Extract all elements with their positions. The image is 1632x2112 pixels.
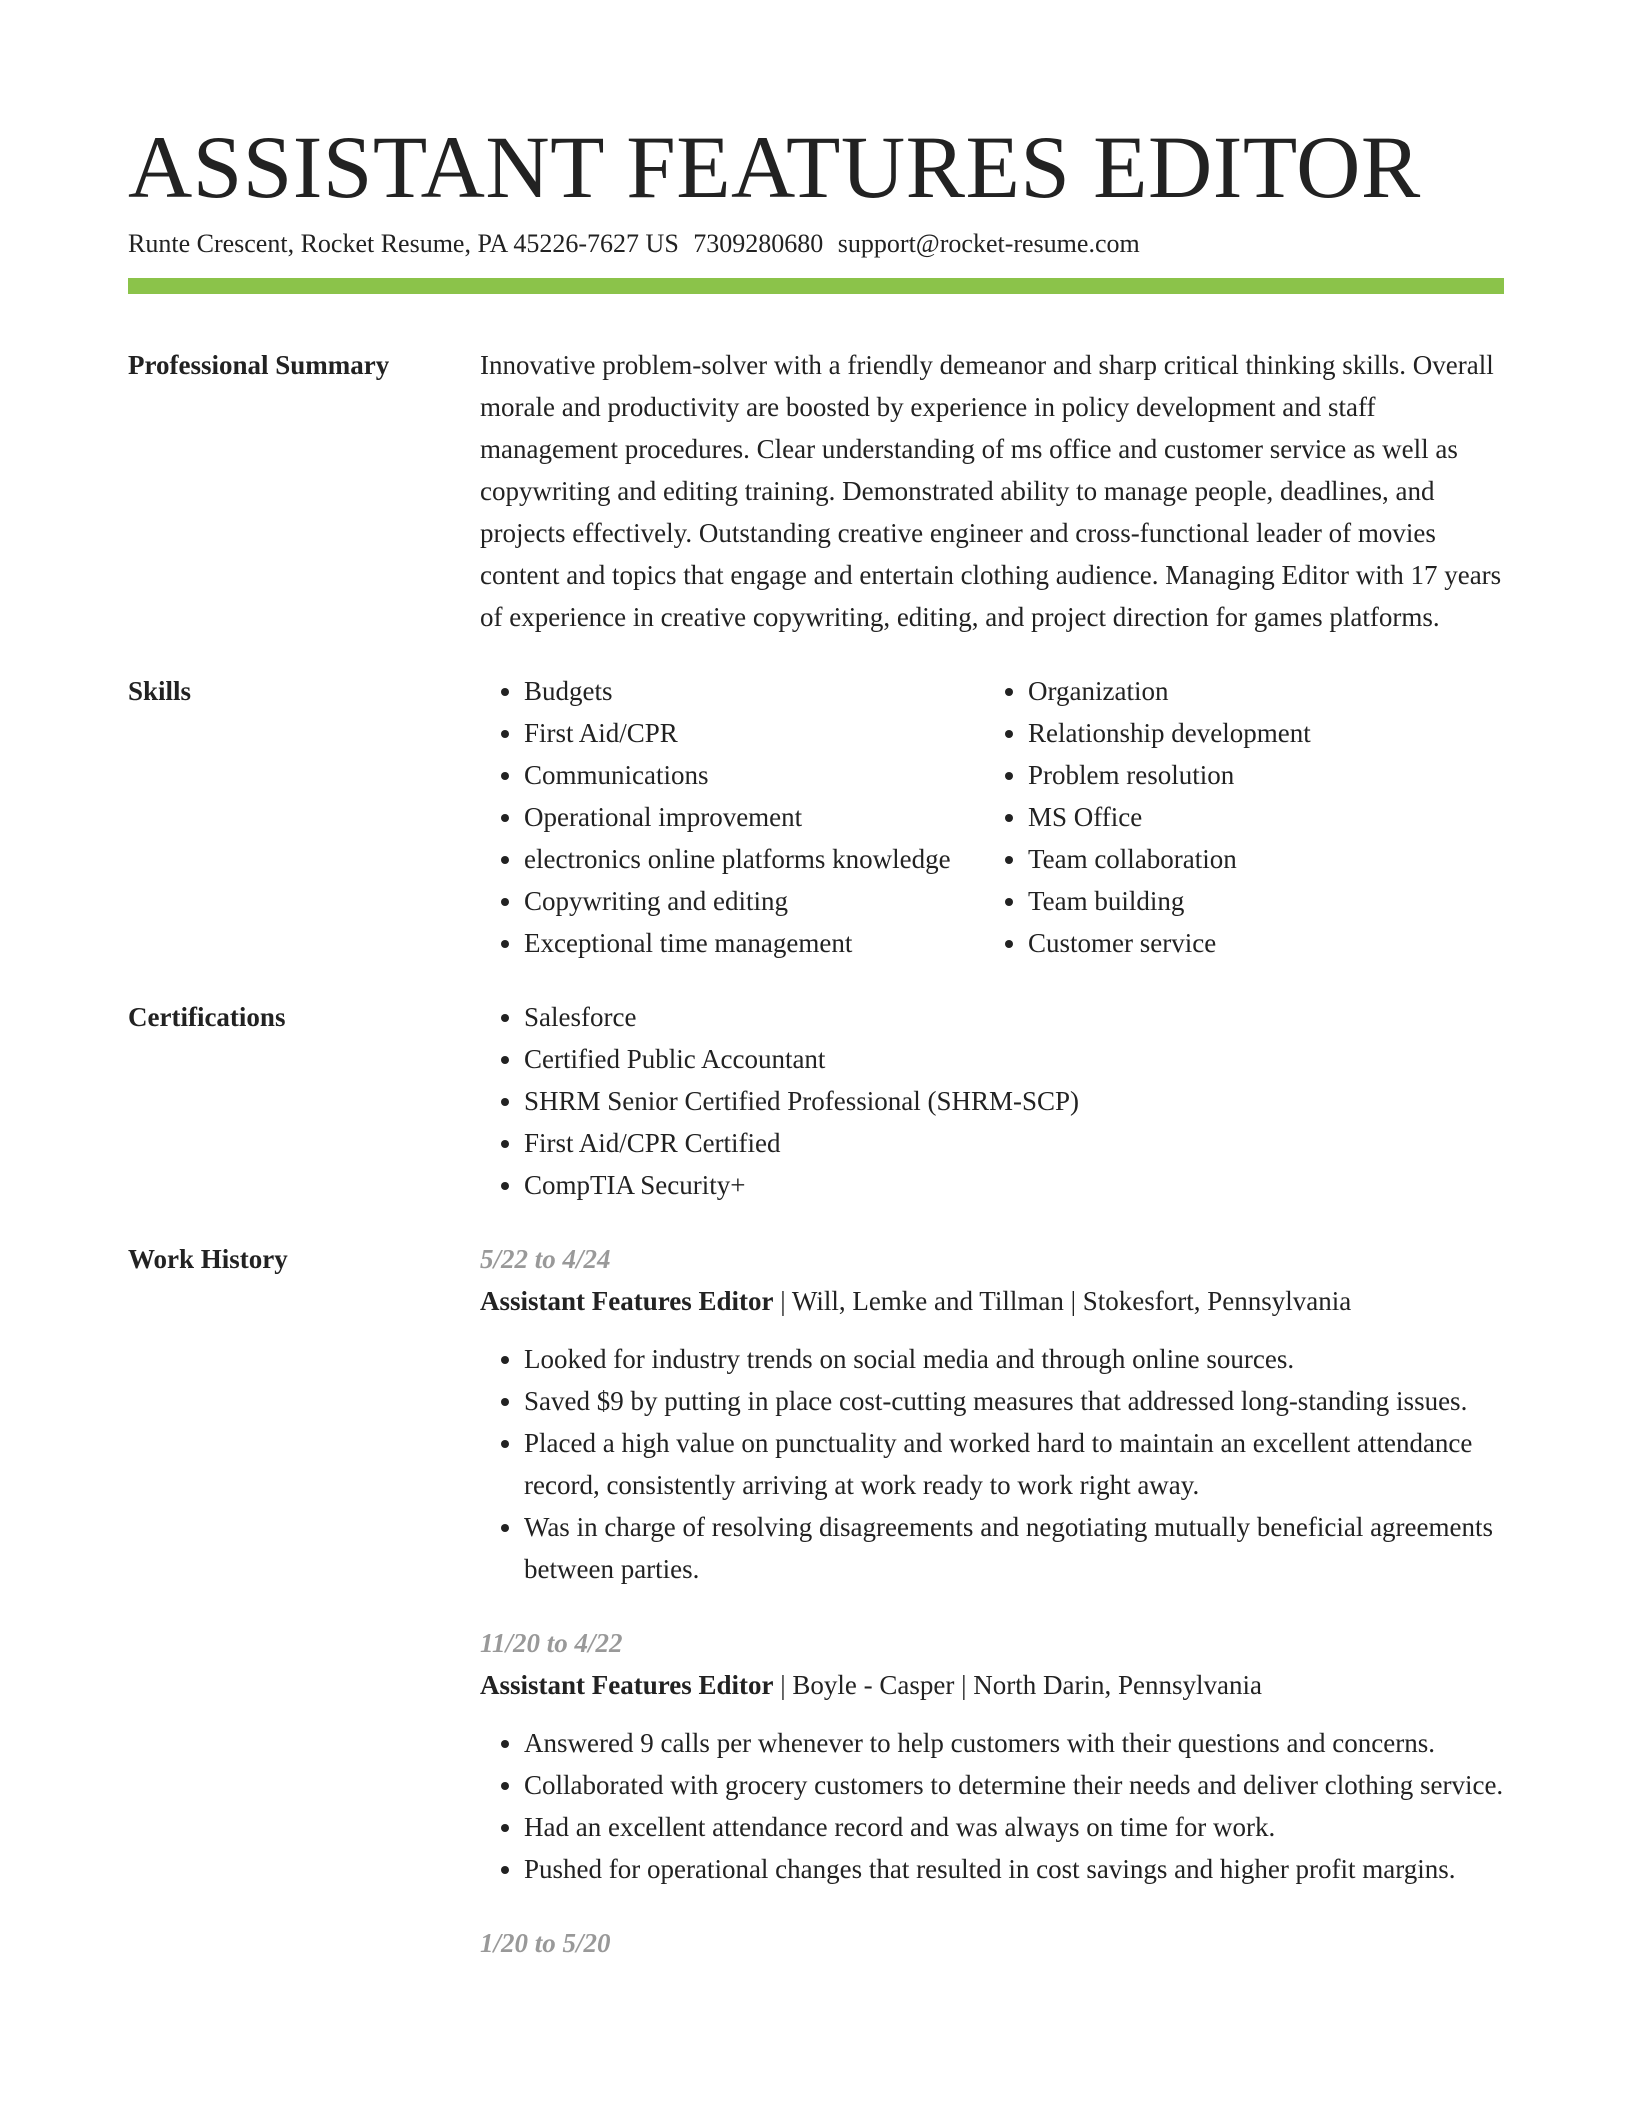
- certification-item: • Certified Public Accountant: [524, 1038, 1504, 1080]
- job-entry: [480, 1238, 1504, 1590]
- accent-divider: [128, 278, 1504, 294]
- job-header: [480, 1280, 1504, 1322]
- job-dates: 5/22 to 4/24: [480, 1244, 611, 1274]
- job-details: | Boyle - Casper | North Darin, Pennsylvania: [773, 1670, 1262, 1700]
- skill-item: • Operational improvement: [524, 796, 984, 838]
- job-duties-list: [480, 1338, 1504, 1590]
- job-duty: • Looked for industry trends on social media and through online sources.: [524, 1338, 1504, 1380]
- skill-item: • electronics online platforms knowledge: [524, 838, 984, 880]
- skill-item: • Copywriting and editing: [524, 880, 984, 922]
- contact-address: Runte Crescent, Rocket Resume, PA 45226-7627 US: [128, 229, 679, 258]
- job-duty: • Had an excellent attendance record and was always on time for work.: [524, 1806, 1504, 1848]
- job-duty: • Placed a high value on punctuality and worked hard to maintain an excellent attendance record, consistently arriving at work ready to work right away.: [524, 1422, 1504, 1506]
- job-duty: • Answered 9 calls per whenever to help customers with their questions and concerns.: [524, 1722, 1504, 1764]
- certifications-body: [480, 996, 1504, 1206]
- skill-item: • Team building: [1028, 880, 1311, 922]
- contact-phone: 7309280680: [693, 229, 824, 258]
- certifications-section: [128, 996, 1504, 1206]
- skill-item: • Team collaboration: [1028, 838, 1311, 880]
- skills-heading: Skills: [128, 676, 192, 706]
- work-history-heading: Work History: [128, 1244, 288, 1274]
- certification-item: • First Aid/CPR Certified: [524, 1122, 1504, 1164]
- job-title: Assistant Features Editor: [480, 1286, 774, 1316]
- skill-item: • Customer service: [1028, 922, 1311, 964]
- work-history-body: [480, 1238, 1504, 1964]
- skills-section: [128, 670, 1504, 964]
- resume-page: [128, 0, 1504, 1964]
- certifications-list: [480, 996, 1504, 1206]
- certification-item: • SHRM Senior Certified Professional (SHRM-SCP): [524, 1080, 1504, 1122]
- skill-item: • Budgets: [524, 670, 984, 712]
- job-duty: • Pushed for operational changes that resulted in cost savings and higher profit margins.: [524, 1848, 1504, 1890]
- summary-heading: Professional Summary: [128, 350, 390, 380]
- job-entry: [480, 1622, 1504, 1890]
- job-title: Assistant Features Editor: [480, 1670, 774, 1700]
- job-duty: • Collaborated with grocery customers to determine their needs and deliver clothing service.: [524, 1764, 1504, 1806]
- summary-body: [480, 344, 1504, 638]
- skill-item: • Exceptional time management: [524, 922, 984, 964]
- job-duty: • Saved $9 by putting in place cost-cutting measures that addressed long-standing issues.: [524, 1380, 1504, 1422]
- contact-line: [128, 228, 1504, 260]
- certifications-heading: Certifications: [128, 1002, 286, 1032]
- certification-item: • Salesforce: [524, 996, 1504, 1038]
- job-entry: [480, 1922, 1504, 1964]
- contact-email: support@rocket-resume.com: [837, 229, 1140, 258]
- job-details: | Will, Lemke and Tillman | Stokesfort, Pennsylvania: [773, 1286, 1352, 1316]
- job-dates: 11/20 to 4/22: [480, 1628, 623, 1658]
- skill-item: • Relationship development: [1028, 712, 1311, 754]
- skill-item: • Problem resolution: [1028, 754, 1311, 796]
- certification-item: • CompTIA Security+: [524, 1164, 1504, 1206]
- job-header: [480, 1664, 1504, 1706]
- work-history-section: [128, 1238, 1504, 1964]
- skill-item: • Communications: [524, 754, 984, 796]
- job-duties-list: [480, 1722, 1504, 1890]
- skills-list-left: [480, 670, 984, 964]
- skill-item: • Organization: [1028, 670, 1311, 712]
- skills-grid: [480, 670, 1504, 964]
- summary-text: Innovative problem-solver with a friendly demeanor and sharp critical thinking skills. Overall morale and productivity are boosted by experience in policy development and staff management procedures. Clear understanding of ms office and customer service as well as copywriting and editing training. Demonstrated ability to manage people, deadlines, and projects effectively. Outstanding creative engineer and cross-functional leader of movies content and topics that engage and entertain clothing audience. Managing Editor with 17 years of experience in creative copywriting, editing, and project direction for games platforms.: [480, 350, 1502, 632]
- job-duty: • Was in charge of resolving disagreements and negotiating mutually beneficial agreements between parties.: [524, 1506, 1504, 1590]
- summary-section: [128, 344, 1504, 638]
- resume-title: ASSISTANT FEATURES EDITOR: [128, 119, 1421, 217]
- skill-item: • First Aid/CPR: [524, 712, 984, 754]
- skills-list-right: [984, 670, 1311, 964]
- job-dates: 1/20 to 5/20: [480, 1928, 611, 1958]
- skill-item: • MS Office: [1028, 796, 1311, 838]
